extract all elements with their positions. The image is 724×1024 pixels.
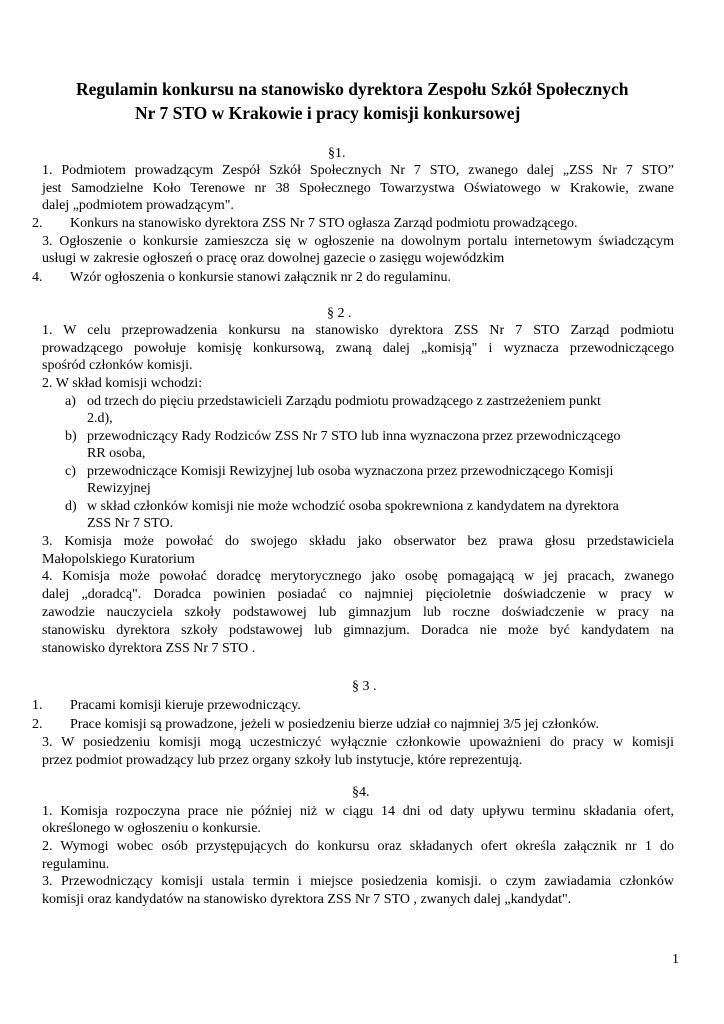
document-title-line-2: Nr 7 STO w Krakowie i pracy komisji konkursowej	[135, 103, 521, 123]
s2-p1-line2: prowadzącego powołuje komisję konkursową, zwaną dalej „komisją" i wyznacza przewodniczącego	[42, 341, 674, 356]
s1-p1-line1: 1. Podmiotem prowadzącym Zespół Szkół Społecznych Nr 7 STO, zwanego dalej „ZSS Nr 7 STO”	[42, 163, 674, 178]
s2-item-c-marker: c)	[65, 464, 76, 479]
section-1-heading: §1.	[328, 146, 346, 161]
s2-item-d-line2: ZSS Nr 7 STO.	[87, 516, 174, 531]
s1-p1-line3: dalej „podmiotem prowadzącym".	[42, 198, 234, 213]
s2-p1-line3: spośród członków komisji.	[42, 358, 193, 373]
s2-p1-line1: 1. W celu przeprowadzenia konkursu na stanowisko dyrektora ZSS Nr 7 STO Zarząd podmiotu	[42, 323, 674, 338]
s4-p1-line1: 1. Komisja rozpoczyna prace nie później niż w ciągu 14 dni od daty upływu terminu składania ofert,	[42, 804, 674, 819]
s2-item-b-marker: b)	[65, 429, 77, 444]
s3-p1-text: Pracami komisji kieruje przewodniczący.	[70, 698, 301, 713]
s1-p4-number: 4.	[32, 270, 43, 285]
s2-item-c-line2: Rewizyjnej	[87, 481, 151, 496]
s2-p4-line4: stanowisku dyrektora szkoły podstawowej lub gimnazjum. Doradca nie może być kandydatem na	[42, 623, 674, 638]
s2-item-c-line1: przewodniczące Komisji Rewizyjnej lub osoba wyznaczona przez przewodniczącego Komisji	[87, 464, 614, 479]
s1-p3-line1: 3. Ogłoszenie o konkursie zamieszcza się w ogłoszenie na dowolnym portalu internetowym świadczącym	[42, 234, 674, 249]
s4-p3-line1: 3. Przewodniczący komisji ustala termin i miejsce posiedzenia komisji. o czym zawiadamia członków	[42, 874, 674, 889]
s4-p1-line2: określonego w ogłoszeniu o konkursie.	[42, 821, 261, 836]
s1-p3-line2: usługi w zakresie ogłoszeń o pracę oraz dowolnej gazecie o zasięgu wojewódzkim	[42, 251, 505, 266]
s2-item-b-line2: RR osoba,	[87, 446, 146, 461]
s4-p2-line1: 2. Wymogi wobec osób przystępujących do konkursu oraz składanych ofert określa załącznik nr 1 do	[42, 839, 674, 854]
page-number: 1	[672, 952, 679, 967]
s2-item-a-marker: a)	[65, 394, 76, 409]
s2-p3-line1: 3. Komisja może powołać do swojego składu jako obserwator bez prawa głosu przedstawiciela	[42, 534, 674, 549]
s3-p3-line2: przez podmiot prowadzący lub przez organy szkoły lub instytucje, które reprezentują.	[42, 753, 523, 768]
s2-item-b-line1: przewodniczący Rady Rodziców ZSS Nr 7 STO lub inna wyznaczona przez przewodniczącego	[87, 429, 621, 444]
s1-p1-line2: jest Samodzielne Koło Terenowe nr 38 Społecznego Towarzystwa Oświatowego w Krakowie, zwane	[42, 181, 674, 196]
s2-p4-line2: dalej „doradcą". Doradca powinien posiadać co najmniej pięcioletnie doświadczenie w pracy w	[42, 587, 674, 602]
s2-item-a-line2: 2.d),	[87, 411, 113, 426]
s3-p2-text: Prace komisji są prowadzone, jeżeli w posiedzeniu bierze udział co najmniej 3/5 jej członków.	[70, 717, 599, 732]
s1-p2-number: 2.	[32, 216, 43, 231]
s3-p2-number: 2.	[32, 717, 43, 732]
s2-p3-line2: Małopolskiego Kuratorium	[42, 552, 195, 567]
s2-p4-line1: 4. Komisja może powołać doradcę merytorycznego jako osobę pomagającą w jej pracach, zwanego	[42, 569, 674, 584]
s4-p3-line2: komisji oraz kandydatów na stanowisko dyrektora ZSS Nr 7 STO , zwanych dalej „kandydat".	[42, 892, 572, 907]
section-3-heading: § 3 .	[352, 679, 377, 694]
s2-p2: 2. W skład komisji wchodzi:	[42, 376, 203, 391]
s4-p2-line2: regulaminu.	[42, 857, 110, 872]
s2-item-a-line1: od trzech do pięciu przedstawicieli Zarządu podmiotu prowadzącego z zastrzeżeniem punkt	[87, 394, 601, 409]
s1-p2-text: Konkurs na stanowisko dyrektora ZSS Nr 7 STO ogłasza Zarząd podmiotu prowadzącego.	[70, 216, 578, 231]
s2-item-d-line1: w skład członków komisji nie może wchodzić osoba spokrewniona z kandydatem na dyrektora	[87, 499, 619, 514]
document-title-line-1: Regulamin konkursu na stanowisko dyrektora Zespołu Szkół Społecznych	[76, 79, 629, 99]
section-4-heading: §4.	[352, 785, 370, 800]
s2-p4-line3: zawodzie nauczyciela szkoły podstawowej lub gimnazjum lub roczne doświadczenie w pracy na	[42, 605, 674, 620]
section-2-heading: § 2 .	[327, 306, 352, 321]
s3-p1-number: 1.	[32, 698, 43, 713]
s2-p4-line5: stanowisko dyrektora ZSS Nr 7 STO .	[42, 641, 256, 656]
s1-p4-text: Wzór ogłoszenia o konkursie stanowi załącznik nr 2 do regulaminu.	[70, 270, 451, 285]
s3-p3-line1: 3. W posiedzeniu komisji mogą uczestniczyć wyłącznie członkowie upoważnieni do pracy w komisji	[42, 735, 674, 750]
s2-item-d-marker: d)	[65, 499, 77, 514]
